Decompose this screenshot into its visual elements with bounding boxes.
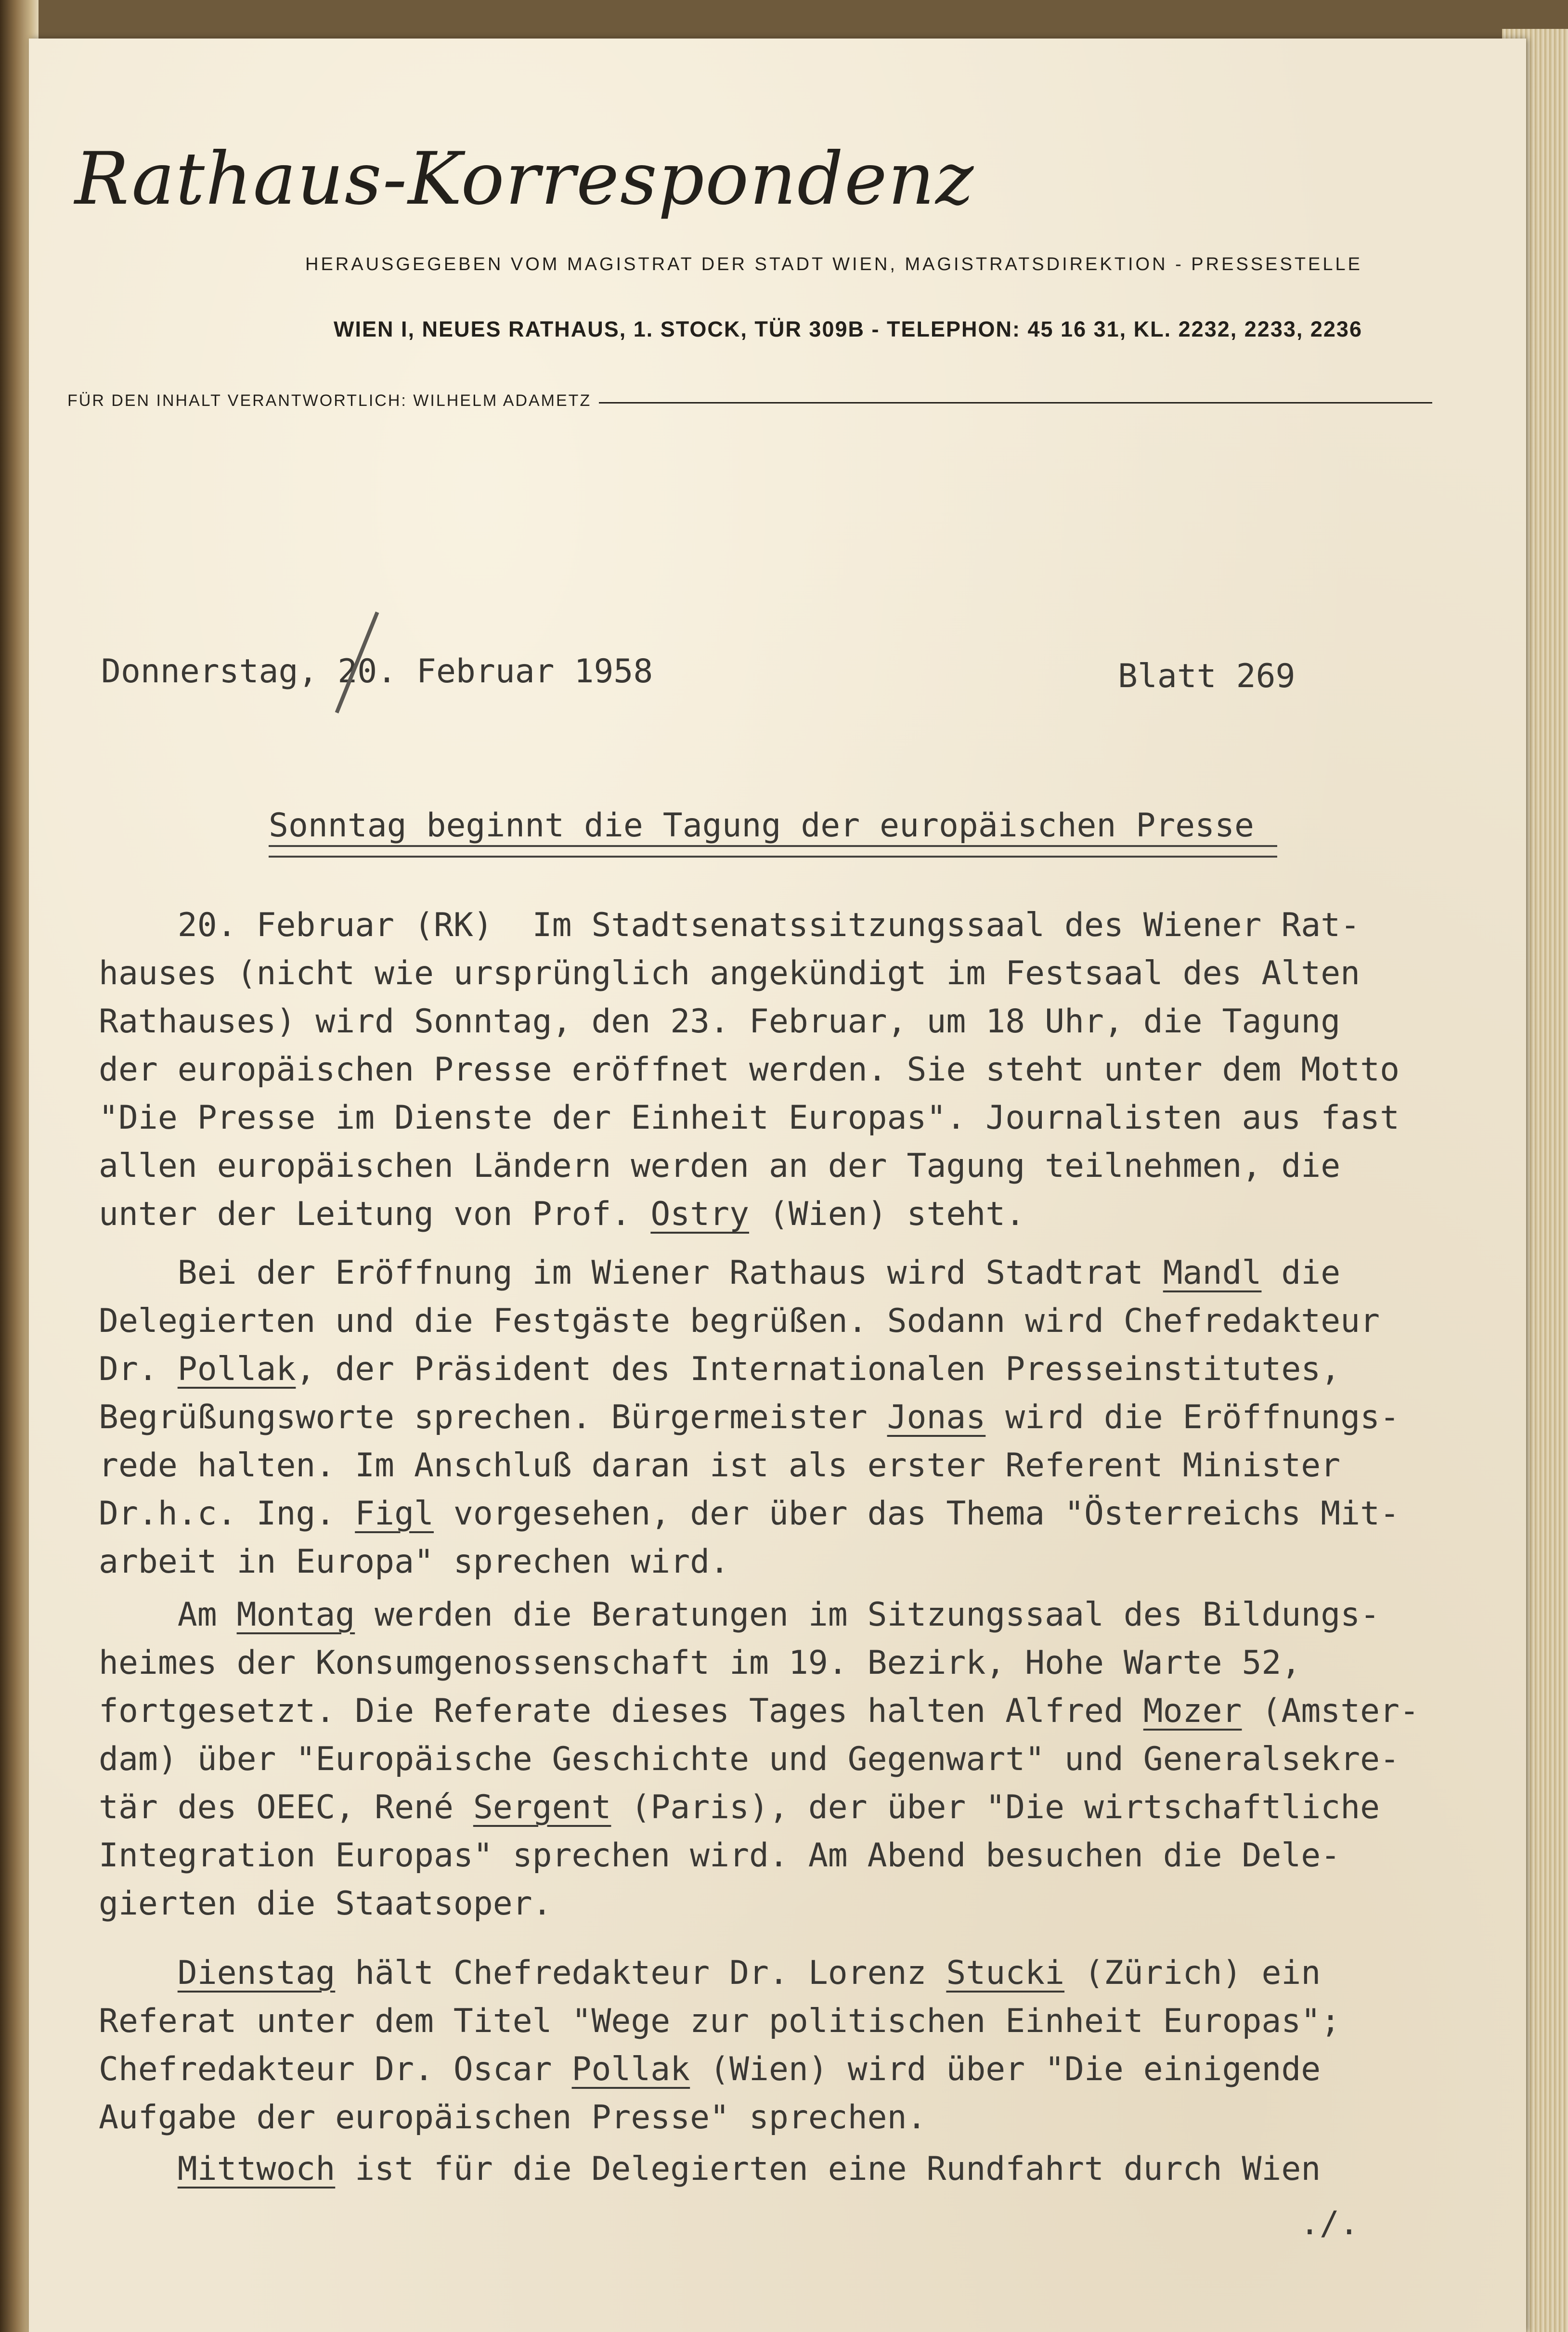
text-line [99, 1394, 1447, 1442]
text-line [99, 1249, 1447, 1297]
paragraph-opening [99, 901, 1447, 1238]
underlined-name: Mozer [1143, 1692, 1242, 1730]
underlined-name: Stucki [946, 1954, 1065, 1992]
text-run: unter der Leitung von Prof. [99, 1195, 651, 1233]
responsible-rule [599, 402, 1432, 404]
text-line: Rathauses) wird Sonntag, den 23. Februar, um 18 Uhr, die Tagung [99, 1003, 1341, 1041]
text-run: (Wien) wird über "Die einigende [690, 2050, 1321, 2088]
masthead-title: Rathaus-Korrespondenz [75, 137, 975, 221]
text-line [99, 1591, 1447, 1639]
paragraph-tuesday [99, 1949, 1447, 2142]
paragraph-wednesday [99, 2145, 1447, 2193]
text-run: Am [99, 1596, 237, 1634]
text-line [99, 1784, 1447, 1832]
text-run: Dr. [99, 1350, 178, 1388]
text-line [99, 1190, 1447, 1238]
text-line [99, 1490, 1447, 1538]
text-run: ist für die Delegierten eine Rundfahrt durch Wien [335, 2150, 1321, 2188]
underlined-name: Pollak [571, 2050, 690, 2088]
text-run: hält Chefredakteur Dr. Lorenz [335, 1954, 946, 1992]
text-line: Aufgabe der europäischen Presse" sprechen. [99, 2098, 927, 2137]
text-run: (Wien) steht. [749, 1195, 1025, 1233]
responsible-editor-row [67, 389, 1432, 413]
text-run: Bei der Eröffnung im Wiener Rathaus wird Stadtrat [99, 1254, 1163, 1292]
underlined-name: Figl [355, 1495, 434, 1533]
text-run: (Zürich) ein [1064, 1954, 1321, 1992]
continuation-mark: ./. [1300, 2204, 1359, 2242]
text-run: vorgesehen, der über das Thema "Österreichs Mit- [433, 1495, 1400, 1533]
underlined-day: Mittwoch [177, 2150, 336, 2188]
article-headline: Sonntag beginnt die Tagung der europäischen Presse [269, 807, 1254, 845]
headline-double-rule [269, 845, 1277, 858]
text-line: rede halten. Im Anschluß daran ist als erster Referent Minister [99, 1446, 1341, 1485]
text-run: (Amster- [1242, 1692, 1419, 1730]
text-run: Begrüßungsworte sprechen. Bürgermeister [99, 1398, 887, 1436]
text-line: hauses (nicht wie ursprünglich angekündigt im Festsaal des Alten [99, 954, 1361, 992]
paragraph-monday [99, 1591, 1447, 1928]
document-page [29, 39, 1526, 2332]
underlined-name: Sergent [473, 1788, 611, 1826]
paragraph-opening-ceremony [99, 1249, 1447, 1586]
text-run: Chefredakteur Dr. Oscar [99, 2050, 572, 2088]
text-line: der europäischen Presse eröffnet werden. Sie steht unter dem Motto [99, 1051, 1400, 1089]
address-line: WIEN I, NEUES RATHAUS, 1. STOCK, TÜR 309B - TELEPHON: 45 16 31, KL. 2232, 2233, 2236 [334, 317, 1362, 341]
text-run: Dr.h.c. Ing. [99, 1495, 355, 1533]
text-run: wird die Eröffnungs- [985, 1398, 1400, 1436]
underlined-name: Jonas [887, 1398, 986, 1436]
text-line: arbeit in Europa" sprechen wird. [99, 1543, 730, 1581]
text-line [99, 2045, 1447, 2094]
text-line: allen europäischen Ländern werden an der Tagung teilnehmen, die [99, 1147, 1341, 1185]
text-line: Referat unter dem Titel "Wege zur politischen Einheit Europas"; [99, 2002, 1341, 2040]
sheet-number: Blatt 269 [1118, 657, 1296, 695]
text-run: tär des OEEC, René [99, 1788, 473, 1826]
responsible-editor: FÜR DEN INHALT VERANTWORTLICH: WILHELM ADAMETZ [67, 391, 592, 410]
text-line [99, 1949, 1447, 1997]
publisher-line: HERAUSGEGEBEN VOM MAGISTRAT DER STADT WIEN, MAGISTRATSDIREKTION - PRESSESTELLE [305, 254, 1362, 274]
underlined-name: Pollak [177, 1350, 296, 1388]
text-line: 20. Februar (RK) Im Stadtsenatssitzungssaal des Wiener Rat- [99, 906, 1361, 944]
underlined-name: Mandl [1163, 1254, 1262, 1292]
text-run [99, 2150, 178, 2188]
text-run: werden die Beratungen im Sitzungssaal des Bildungs- [355, 1596, 1380, 1634]
text-run: , der Präsident des Internationalen Presseinstitutes, [296, 1350, 1341, 1388]
text-line: heimes der Konsumgenossenschaft im 19. Bezirk, Hohe Warte 52, [99, 1644, 1301, 1682]
text-line: dam) über "Europäische Geschichte und Gegenwart" und Generalsekre- [99, 1740, 1400, 1778]
text-run: fortgesetzt. Die Referate dieses Tages halten Alfred [99, 1692, 1143, 1730]
date-line: Donnerstag, 20. Februar 1958 [101, 652, 653, 690]
text-run: die [1261, 1254, 1341, 1292]
text-line [99, 2145, 1447, 2193]
text-line [99, 1345, 1447, 1394]
underlined-day: Dienstag [177, 1954, 336, 1992]
text-run: (Paris), der über "Die wirtschaftliche [611, 1788, 1380, 1826]
text-line: gierten die Staatsoper. [99, 1885, 552, 1923]
underlined-day: Montag [236, 1596, 355, 1634]
text-line [99, 1687, 1447, 1735]
text-line: "Die Presse im Dienste der Einheit Europas". Journalisten aus fast [99, 1099, 1400, 1137]
text-run [99, 1954, 178, 1992]
text-line: Integration Europas" sprechen wird. Am Abend besuchen die Dele- [99, 1837, 1341, 1875]
text-line: Delegierten und die Festgäste begrüßen. Sodann wird Chefredakteur [99, 1302, 1380, 1340]
underlined-name: Ostry [650, 1195, 750, 1233]
